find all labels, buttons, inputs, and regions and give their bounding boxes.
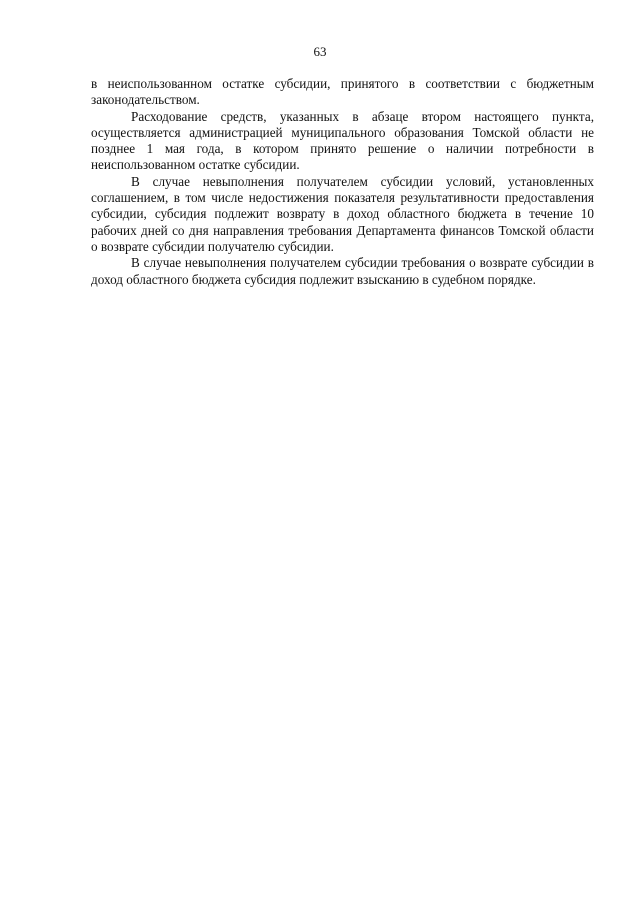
paragraph-non-fulfillment-conditions: В случае невыполнения получателем субсидии условий, установленных соглашением, в том числе недостижения показателя результативности предоставления субсидии, субсидия подлежит возврату в доход областного бюджета в течение 10 рабочих дней со дня направления требования Департамента финансов Томской области о возврате субсидии получателю субсидии.	[91, 173, 594, 254]
page-number: 63	[313, 44, 327, 59]
paragraph-continuation: в неиспользованном остатке субсидии, принятого в соответствии с бюджетным законодательством.	[91, 76, 594, 108]
document-body	[91, 76, 594, 288]
paragraph-judicial-recovery: В случае невыполнения получателем субсидии требования о возврате субсидии в доход областного бюджета субсидия подлежит взысканию в судебном порядке.	[91, 255, 594, 287]
paragraph-spending: Расходование средств, указанных в абзаце втором настоящего пункта, осуществляется администрацией муниципального образования Томской области не позднее 1 мая года, в котором принято решение о наличии потребности в неиспользованном остатке субсидии.	[91, 108, 594, 173]
